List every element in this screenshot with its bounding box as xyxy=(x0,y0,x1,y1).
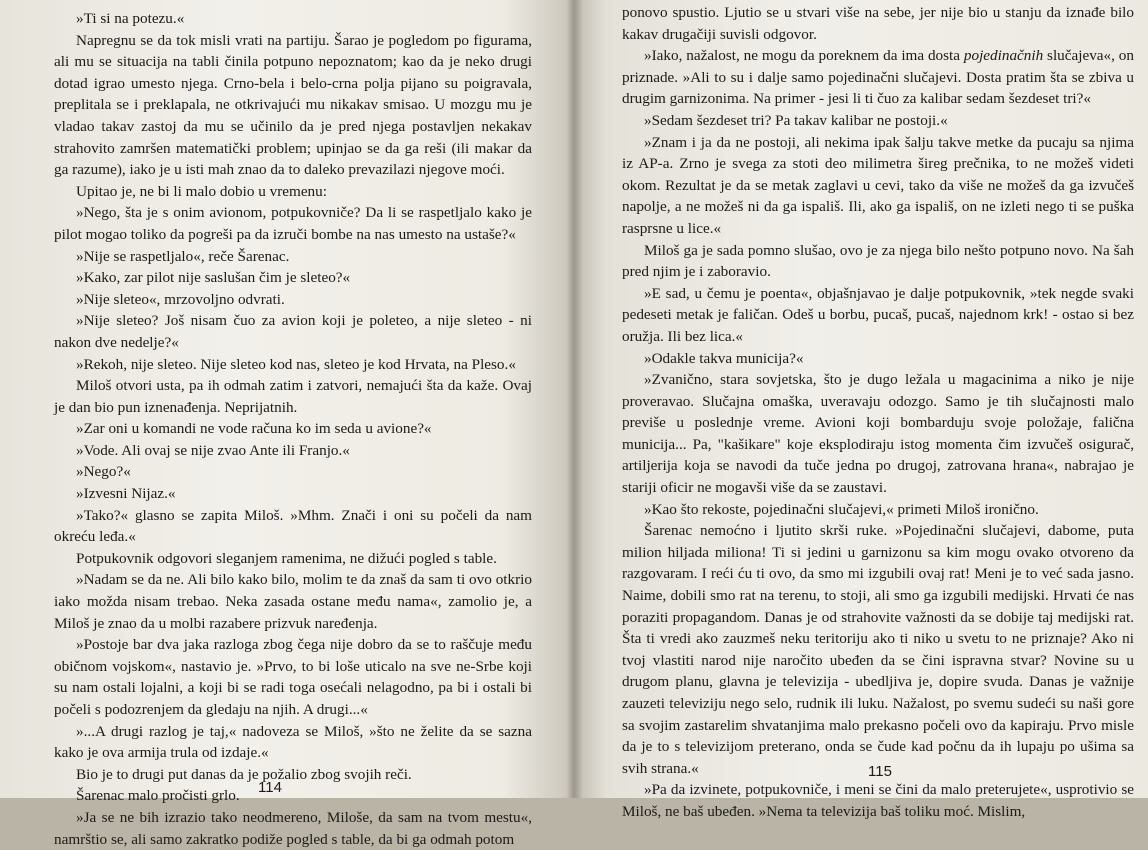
paragraph: »Ja se ne bih izrazio tako neodmereno, Miloše, da sam na tvom mestu«, namrštio se, ali samo zakratko podiže pogled s table, da bi ga odmah potom xyxy=(54,808,532,848)
paragraph: »Sedam šezdeset tri? Pa takav kalibar ne postoji.« xyxy=(644,111,948,129)
paragraph: »Tako?« glasno se zapita Miloš. »Mhm. Znači i oni su počeli da nam okreću leđa.« xyxy=(54,506,532,546)
paragraph: Miloš ga je sada pomno slušao, ovo je za njega bilo nešto potpuno novo. Na šah pred njim je i zaboravio. xyxy=(622,241,1134,281)
paragraph: »Odakle takva municija?« xyxy=(644,349,804,367)
paragraph: Miloš otvori usta, pa ih odmah zatim i zatvori, nemajući šta da kaže. Ovaj je dan bio pun iznenađenja. Neprijatnih. xyxy=(54,377,532,416)
paragraph: Potpukovnik odgovori sleganjem ramenima, ne dižući pogled s table. xyxy=(76,549,497,567)
paragraph: Upitao je, ne bi li malo dobio u vremenu: xyxy=(76,182,327,200)
paragraph xyxy=(622,45,1134,110)
right-page xyxy=(572,0,1148,820)
paragraph: Bio je to drugi put danas da je požalio zbog svojih reči. xyxy=(76,765,412,783)
paragraph: »Nego, šta je s onim avionom, potpukovniče? Da li se raspetljalo kako je pilot mogao toliko da pogreši pa da izruči bombe na nas umesto na ustaše?« xyxy=(54,204,532,243)
paragraph: »Pa da izvinete, potpukovniče, i meni se čini da malo preterujete«, usprotivio se Miloš, ne baš ubeđen. »Nema ta televizija baš toliku moć. Mislim, xyxy=(622,781,1134,820)
paragraph: »Nadam se da ne. Ali bilo kako bilo, molim te da znaš da sam ti ovo otkrio iako možda nisam trebao. Neka zasada ostane među nama«, zamolio je, a Miloš je znao da u molbi razabere prizvuk naređenja. xyxy=(54,571,532,632)
paragraph: Napregnu se da tok misli vrati na partiju. Šarao je pogledom po figurama, ali mu se situacija na tabli činila potpuno nepoznatom; kao da je neko drugi dotad igrao umesto njega. Crno-bela i belo-crna polja pijano su poigravala, preplitala se i preklapala, ne otkrivajući mu nikakav smisao. U mozgu mu je vladao takav zastoj da mu se učinilo da je pred njega postavljen nekakav strahovito zamršen matematički problem; upinjao se da ga reši (ili makar da ga razume), iako je u isti mah znao da to daleko prevazilazi njegove moći. xyxy=(54,31,532,179)
paragraph: »Znam i ja da ne postoji, ali nekima ipak šalju takve metke da pucaju sa njima iz AP-a. Zrno je svega za stoti deo milimetra šireg prečnika, to ne možeš videti okom. Rezultat je da se metak zaglavi u cevi, tako da više ne možeš da ga izvučeš napolje, a ne možeš ni da ga ispališ. Ili, ako ga ispališ, on ne izleti nego ti se puška rasprsne u lice.« xyxy=(622,133,1134,237)
paragraph: Šarenac malo pročisti grlo. xyxy=(76,787,240,805)
paragraph: »Ti si na potezu.« xyxy=(76,10,185,27)
paragraph: »Nego?« xyxy=(76,463,131,481)
emphasis-text: pojedinačnih xyxy=(963,47,1044,65)
paragraph: »Zar oni u komandi ne vode računa ko im seda u avione?« xyxy=(76,420,432,438)
page-number: 115 xyxy=(868,763,892,780)
paragraph: »Nije sleteo? Još nisam čuo za avion koji je poleteo, a nije sleteo - ni nakon dve nedelje?« xyxy=(54,312,532,351)
paragraph: »Postoje bar dva jaka razloga zbog čega nije dobro da se to raščuje među običnom vojskom«, nastavio je. »Prvo, to bi loše uticalo na sve ne-Srbe koji su nam ostali lojalni, a koji bi se radi toga osećali nelagodno, pa bi i ostali bi počeli s podozrenjem da gledaju na njih. A drugi...« xyxy=(54,636,532,718)
paragraph: »Rekoh, nije sleteo. Nije sleteo kod nas, sleteo je kod Hrvata, na Pleso.« xyxy=(76,355,516,373)
right-page-text xyxy=(622,2,1134,823)
left-page xyxy=(0,0,572,848)
paragraph: »Zvanično, stara sovjetska, što je dugo ležala u magacinima a niko je nije proveravao. Slučajna omaška, uveravaju odozgo. Samo je tih slučajnosti malo previše u poslednje vreme. Avioni koji bombarduju svoje položaje, falična municija... Pa, "kašikare" koje eksplodiraju istog momenta čim izvučeš osigurač, artiljerija koja se navodi da tuče jedna po drugoj, zatrovana hrana«, nabrajao je stariji oficir ne mogavši više da se zaustavi. xyxy=(622,371,1134,497)
paragraph: »Vode. Ali ovaj se nije zvao Ante ili Franjo.« xyxy=(76,441,350,459)
left-page-text xyxy=(54,8,532,850)
paragraph: »Nije sleteo«, mrzovoljno odvrati. xyxy=(76,290,285,308)
paragraph: Šarenac nemoćno i ljutito skrši ruke. »Pojedinačni slučajevi, dabome, puta milion hiljada miliona! Ti si jedini u garnizonu sa kim mogu ovako otvoreno da razgovaram. I reći ću ti ovo, da smo mi izgubili ovaj rat! Meni je to već sada jasno. Naime, dobili smo rat na terenu, to stoji, ali smo ga izgubili medijski. Hrvati će nas poraziti propagandom. Danas je od strahovite važnosti da se dobije taj medijski rat. Šta ti vredi ako zauzmeš neku teritoriju ako ti niko u svetu to ne priznaje? Ako ni tvoj vlastiti narod nije naročito ubeđen da se čini ispravna stvar? Novine su u drugom planu, glavna je televizija - ubedljiva je, dopire svuda. Danas je važnije zauzeti televiziju nego selo, rudnik ili luku. Nažalost, po svemu sudeći su naši gore sa svojim zastarelim shvatanjima malo prekasno počeli ovo da kapiraju. Prvo misle da je to s televizijom preterano, onda se čude kad počnu da ih lupaju po ušima sa svih strana.« xyxy=(622,522,1134,777)
book-gutter xyxy=(566,0,582,798)
paragraph: »Nije se raspetljalo«, reče Šarenac. xyxy=(76,247,290,265)
paragraph-continuation: ponovo spustio. Ljutio se u stvari više na sebe, jer nije bio u stanju da iznađe bilo kakav drugačiji suvisli odgovor. xyxy=(622,4,1134,43)
page-number: 114 xyxy=(258,779,282,796)
paragraph: »Kako, zar pilot nije saslušan čim je sleteo?« xyxy=(76,269,351,287)
paragraph: »Kao što rekoste, pojedinačni slučajevi,« primeti Miloš ironično. xyxy=(644,500,1039,518)
text-run: slučajeva«, on priznade. »Ali to su i dalje samo pojedinačni slučajevi. Dosta pratim šta se zbiva u drugim garnizonima. Na primer - jesi li ti čuo za kalibar sedam šezdeset tri?« xyxy=(622,47,1134,108)
paragraph: »E sad, u čemu je poenta«, objašnjavao je dalje potpukovnik, »tek negde svaki pedeseti metak je faličan. Odeš u borbu, pucaš, pucaš, najednom krk! - ostao si bez oružja. Ili bez lica.« xyxy=(622,284,1134,345)
paragraph: »...A drugi razlog je taj,« nadoveza se Miloš, »što ne želite da se sazna kako je ova armija trula od izdaje.« xyxy=(54,722,532,762)
text-run: »Iako, nažalost, ne mogu da poreknem da ima dosta xyxy=(644,47,964,65)
paragraph: »Izvesni Nijaz.« xyxy=(76,485,176,503)
